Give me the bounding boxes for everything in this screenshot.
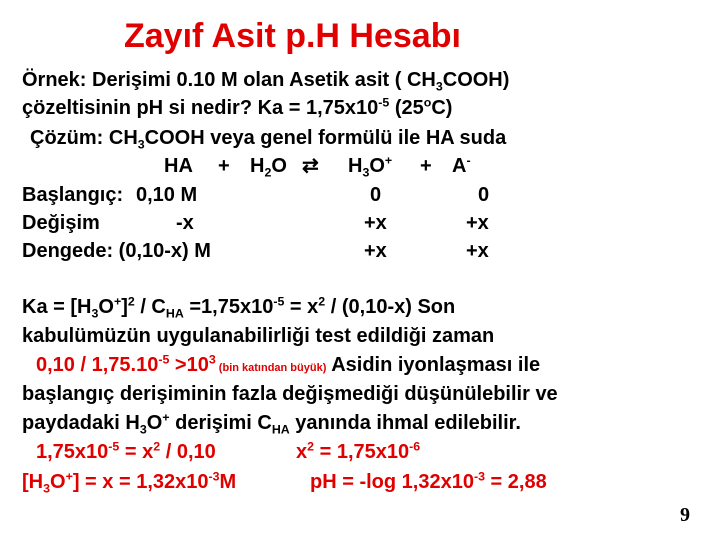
ice-row-change-ha: -x (176, 212, 194, 234)
equation-h3o: $H_3O^+$ (348, 153, 393, 180)
ice-row-equilibrium-h3o: +x (364, 240, 387, 262)
conclusion-line-2: paydadaki $H_3O^+$ derişimi $C_{HA}$ yanında ihmal edilebilir. (22, 410, 521, 437)
ice-row-equilibrium-a: +x (466, 240, 489, 262)
ice-row-initial-a: 0 (478, 184, 490, 206)
result-h3o-concentration: $[H_3O^+] = x = 1,32x10^{-3}M$ (22, 469, 237, 496)
ice-row-change-a: +x (466, 212, 489, 234)
equation-plus-2: + (420, 155, 432, 177)
equation-a-minus: A- (452, 153, 471, 177)
ice-row-equilibrium-label: Dengede: (0,10-x) M (22, 240, 211, 262)
equation-plus-1: + (218, 155, 230, 177)
result-equation-1: $1,75x10^{-5} = x^2 / 0,10$ (36, 439, 216, 463)
result-ph-value: pH = -log $1,32x10^{-3} = 2,88$ (310, 469, 547, 493)
equation-ha: HA (164, 155, 193, 177)
assumption-line: kabulümüzün uygulanabilirliği test edildiği zaman (22, 325, 495, 347)
question-line-2: çözeltisinin pH si nedir? $Ka = 1,75x10^{-5}$ (25$^o$C) (22, 95, 453, 119)
equation-h2o: $H_2O$ (250, 155, 287, 180)
ratio-test-line: $0,10 / 1,75.10^{-5} >10^3$ (bin katından büyük) Asidin iyonlaşması ile (36, 352, 541, 376)
conclusion-line-1: başlangıç derişiminin fazla değişmediği düşünülebilir ve (22, 383, 558, 405)
ice-row-initial-ha: 0,10 M (136, 184, 198, 206)
page-number: 9 (680, 504, 690, 526)
result-equation-2: $x^2 = 1,75x10^{-6}$ (296, 439, 421, 463)
ratio-test-value: $0,10 / 1,75.10^{-5} >10^3$ (bin katından büyük) (36, 352, 327, 376)
question-line-1: Örnek: Derişimi 0.10 M olan Asetik asit ( $CH_3COOH$) (22, 69, 510, 94)
solution-line: Çözüm: $CH_3COOH$ veya genel formülü ile HA suda (30, 127, 507, 152)
ice-row-initial-label: Başlangıç: (22, 184, 124, 206)
ice-row-change-h3o: +x (364, 212, 387, 234)
ice-row-change-label: Değişim (22, 212, 100, 234)
ka-expression-line: $Ka = [H_3O^+]^2 / C_{HA} =1,75x10^{-5} = x^2 / (0,10-x)$ Son (22, 294, 456, 321)
ice-row-initial-h3o: 0 (370, 184, 382, 206)
equilibrium-arrow-icon: ⇄ (302, 155, 319, 177)
slide-title: Zayıf Asit p.H Hesabı (124, 17, 461, 55)
